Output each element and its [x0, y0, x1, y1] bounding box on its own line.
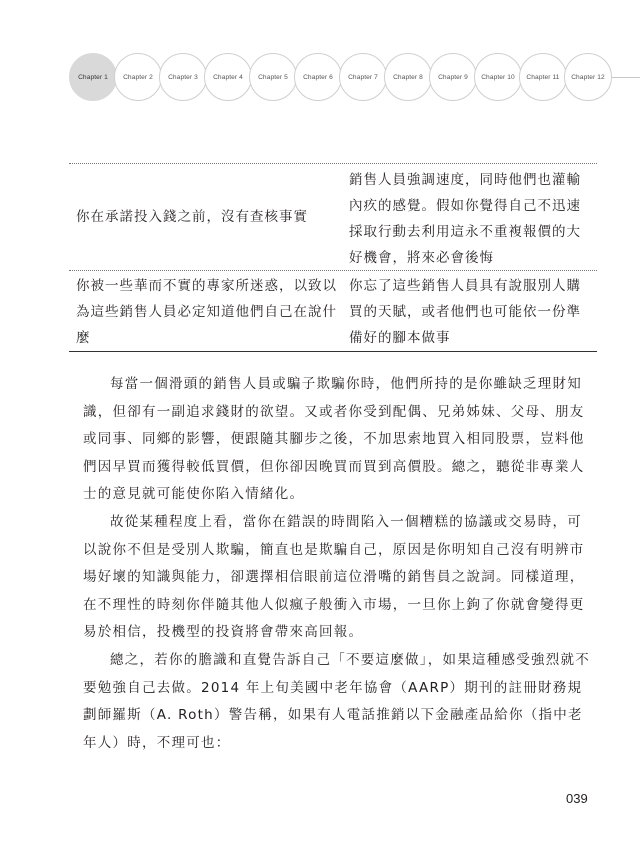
tab-chapter-12[interactable]: Chapter 12: [564, 53, 612, 101]
table-cell-text: 你在承諾投入錢之前，沒有查核事實: [76, 209, 308, 225]
table-cell-right: 銷售人員強調速度，同時他們也灌輸內疚的感覺。假如你覺得自己不迅速採取行動去利用這永不重複報價的大好機會，將來必會後悔: [349, 172, 581, 266]
paragraph-1: 每當一個滑頭的銷售人員或騙子欺騙你時，他們所持的是你雖缺乏理財知識，但卻有一副追求錢財的欲望。又或者你受到配偶、兄弟姊妹、父母、朋友或同事、同鄉的影響，便跟隨其腳步之後，不加思索地買入相同股票，豈料他們因早買而獲得較低買價，但你卻因晚買而買到高價股。總之，聽從非專業人士的意見就可能使你陷入情緒化。: [83, 376, 585, 503]
tab-chapter-9[interactable]: Chapter 9: [429, 53, 477, 101]
table-cell-left: 你被一些華而不實的專家所迷惑，以致以為這些銷售人員必定知道他們自己在說什麼: [76, 278, 337, 346]
table-cell-right: 你忘了這些銷售人員具有說服別人購買的天賦，或者他們也可能依一份準備好的腳本做事: [349, 278, 581, 346]
tab-chapter-2[interactable]: Chapter 2: [114, 53, 162, 101]
paragraph-2: 故從某種程度上看，當你在錯誤的時間陷入一個糟糕的協議或交易時，可以說你不但是受別人欺騙，簡直也是欺騙自己，原因是你明知自己沒有明辨市場好壞的知識與能力，卻選擇相信眼前這位滑嘴的銷售員之說詞。同樣道理，在不理性的時刻你伴隨其他人似瘋子般衝入市場，一旦你上鉤了你就會變得更易於相信，投機型的投資將會帶來高回報。: [83, 513, 585, 641]
chapter-navigation: [0, 53, 640, 103]
tab-chapter-5[interactable]: Chapter 5: [249, 53, 297, 101]
table-cell-left: [69, 164, 343, 270]
table-row: [69, 270, 597, 352]
tab-chapter-10[interactable]: Chapter 10: [474, 53, 522, 101]
tab-chapter-4[interactable]: Chapter 4: [204, 53, 252, 101]
comparison-table: [69, 163, 597, 352]
body-text: [83, 371, 591, 757]
page-number: 039: [566, 791, 588, 806]
tab-chapter-6[interactable]: Chapter 6: [294, 53, 342, 101]
paragraph-3: 總之，若你的膽識和直覺告訴自己「不要這麼做」，如果這種感受強烈就不要勉強自己去做。2014 年上旬美國中老年協會（AARP）期刊的註冊財務規劃師羅斯（A. Roth）警告稱，如果有人電話推銷以下金融產品給你（指中老年人）時，不理可也：: [83, 651, 590, 751]
tab-chapter-1[interactable]: Chapter 1: [69, 53, 117, 101]
tab-chapter-7[interactable]: Chapter 7: [339, 53, 387, 101]
tab-chapter-8[interactable]: Chapter 8: [384, 53, 432, 101]
table-row: [69, 163, 597, 270]
tab-chapter-11[interactable]: Chapter 11: [519, 53, 567, 101]
tab-chapter-3[interactable]: Chapter 3: [159, 53, 207, 101]
